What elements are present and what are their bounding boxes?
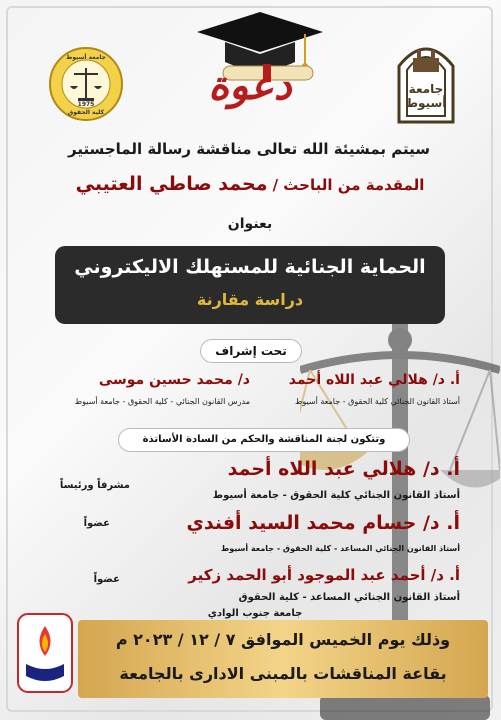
researcher-line (60, 173, 440, 199)
supervision-label: تحت إشراف (200, 339, 302, 363)
member-1-title: أستاذ القانون الجنائي كلية الحقوق - جامعة أسيوط (212, 490, 460, 501)
event-date: وذلك يوم الخميس الموافق ٧ / ١٢ / ٢٠٢٣ م (115, 630, 451, 649)
university-arch-icon (395, 38, 457, 124)
researcher-label: المقدمة من الباحث / (272, 176, 425, 194)
member-2-title: أستاذ القانون الجنائي المساعد - كلية الحقوق - جامعة أسيوط (220, 544, 460, 553)
researcher-name: محمد صاطي العتيبي (75, 173, 268, 195)
law-faculty-logo (48, 46, 124, 122)
member-1-role: مشرفاً ورئيساً (59, 480, 130, 491)
committee-label: وتتكون لجنة المناقشة والحكم من السادة الأساتذة (118, 428, 410, 452)
graduate-studies-logo-icon (16, 612, 74, 694)
supervisor-2-name: د/ محمد حسين موسى (98, 372, 250, 388)
date-venue-banner (78, 620, 488, 698)
law-logo-year: 1975 (77, 101, 95, 108)
member-1-name: أ. د/ هلالي عبد اللاه أحمد (227, 458, 460, 480)
law-logo-bottom-text: كلية الحقوق (67, 109, 105, 116)
thesis-title-box (55, 246, 445, 324)
supervisor-1-name: أ. د/ هلالي عبد اللاه أحمد (288, 372, 460, 388)
member-3-title: أستاذ القانون الجنائي المساعد - كلية الحقوق (238, 592, 460, 603)
member-3-title2: جامعة جنوب الوادي (207, 608, 303, 619)
assiut-university-logo (395, 38, 457, 124)
assiut-logo-text: جامعة أسيوط (405, 82, 447, 110)
member-3-role: عضواً (93, 574, 120, 585)
invitation-heading: دعوة (208, 62, 292, 109)
event-venue: بقاعة المناقشات بالمبنى الادارى بالجامعة (119, 664, 447, 683)
member-3-name: أ. د/ أحمد عبد الموجود أبو الحمد زكير (188, 566, 460, 584)
member-2-name: أ. د/ حسام محمد السيد أفندي (186, 512, 460, 534)
titled-label: بعنوان (227, 216, 273, 232)
supervisor-2-title: مدرس القانون الجنائي - كلية الحقوق - جامعة أسيوط (74, 397, 250, 406)
thesis-title: الحماية الجنائية للمستهلك الاليكتروني (74, 256, 426, 278)
intro-text: سيتم بمشيئة الله تعالى مناقشة رسالة الماجستير (67, 140, 430, 158)
supervisor-1-title: أستاذ القانون الجنائي كلية الحقوق - جامعة أسيوط (294, 397, 460, 406)
thesis-subtitle: دراسة مقارنة (196, 290, 304, 309)
member-2-role: عضواً (83, 518, 110, 529)
law-logo-top-text: جامعة أسيوط (66, 54, 106, 61)
